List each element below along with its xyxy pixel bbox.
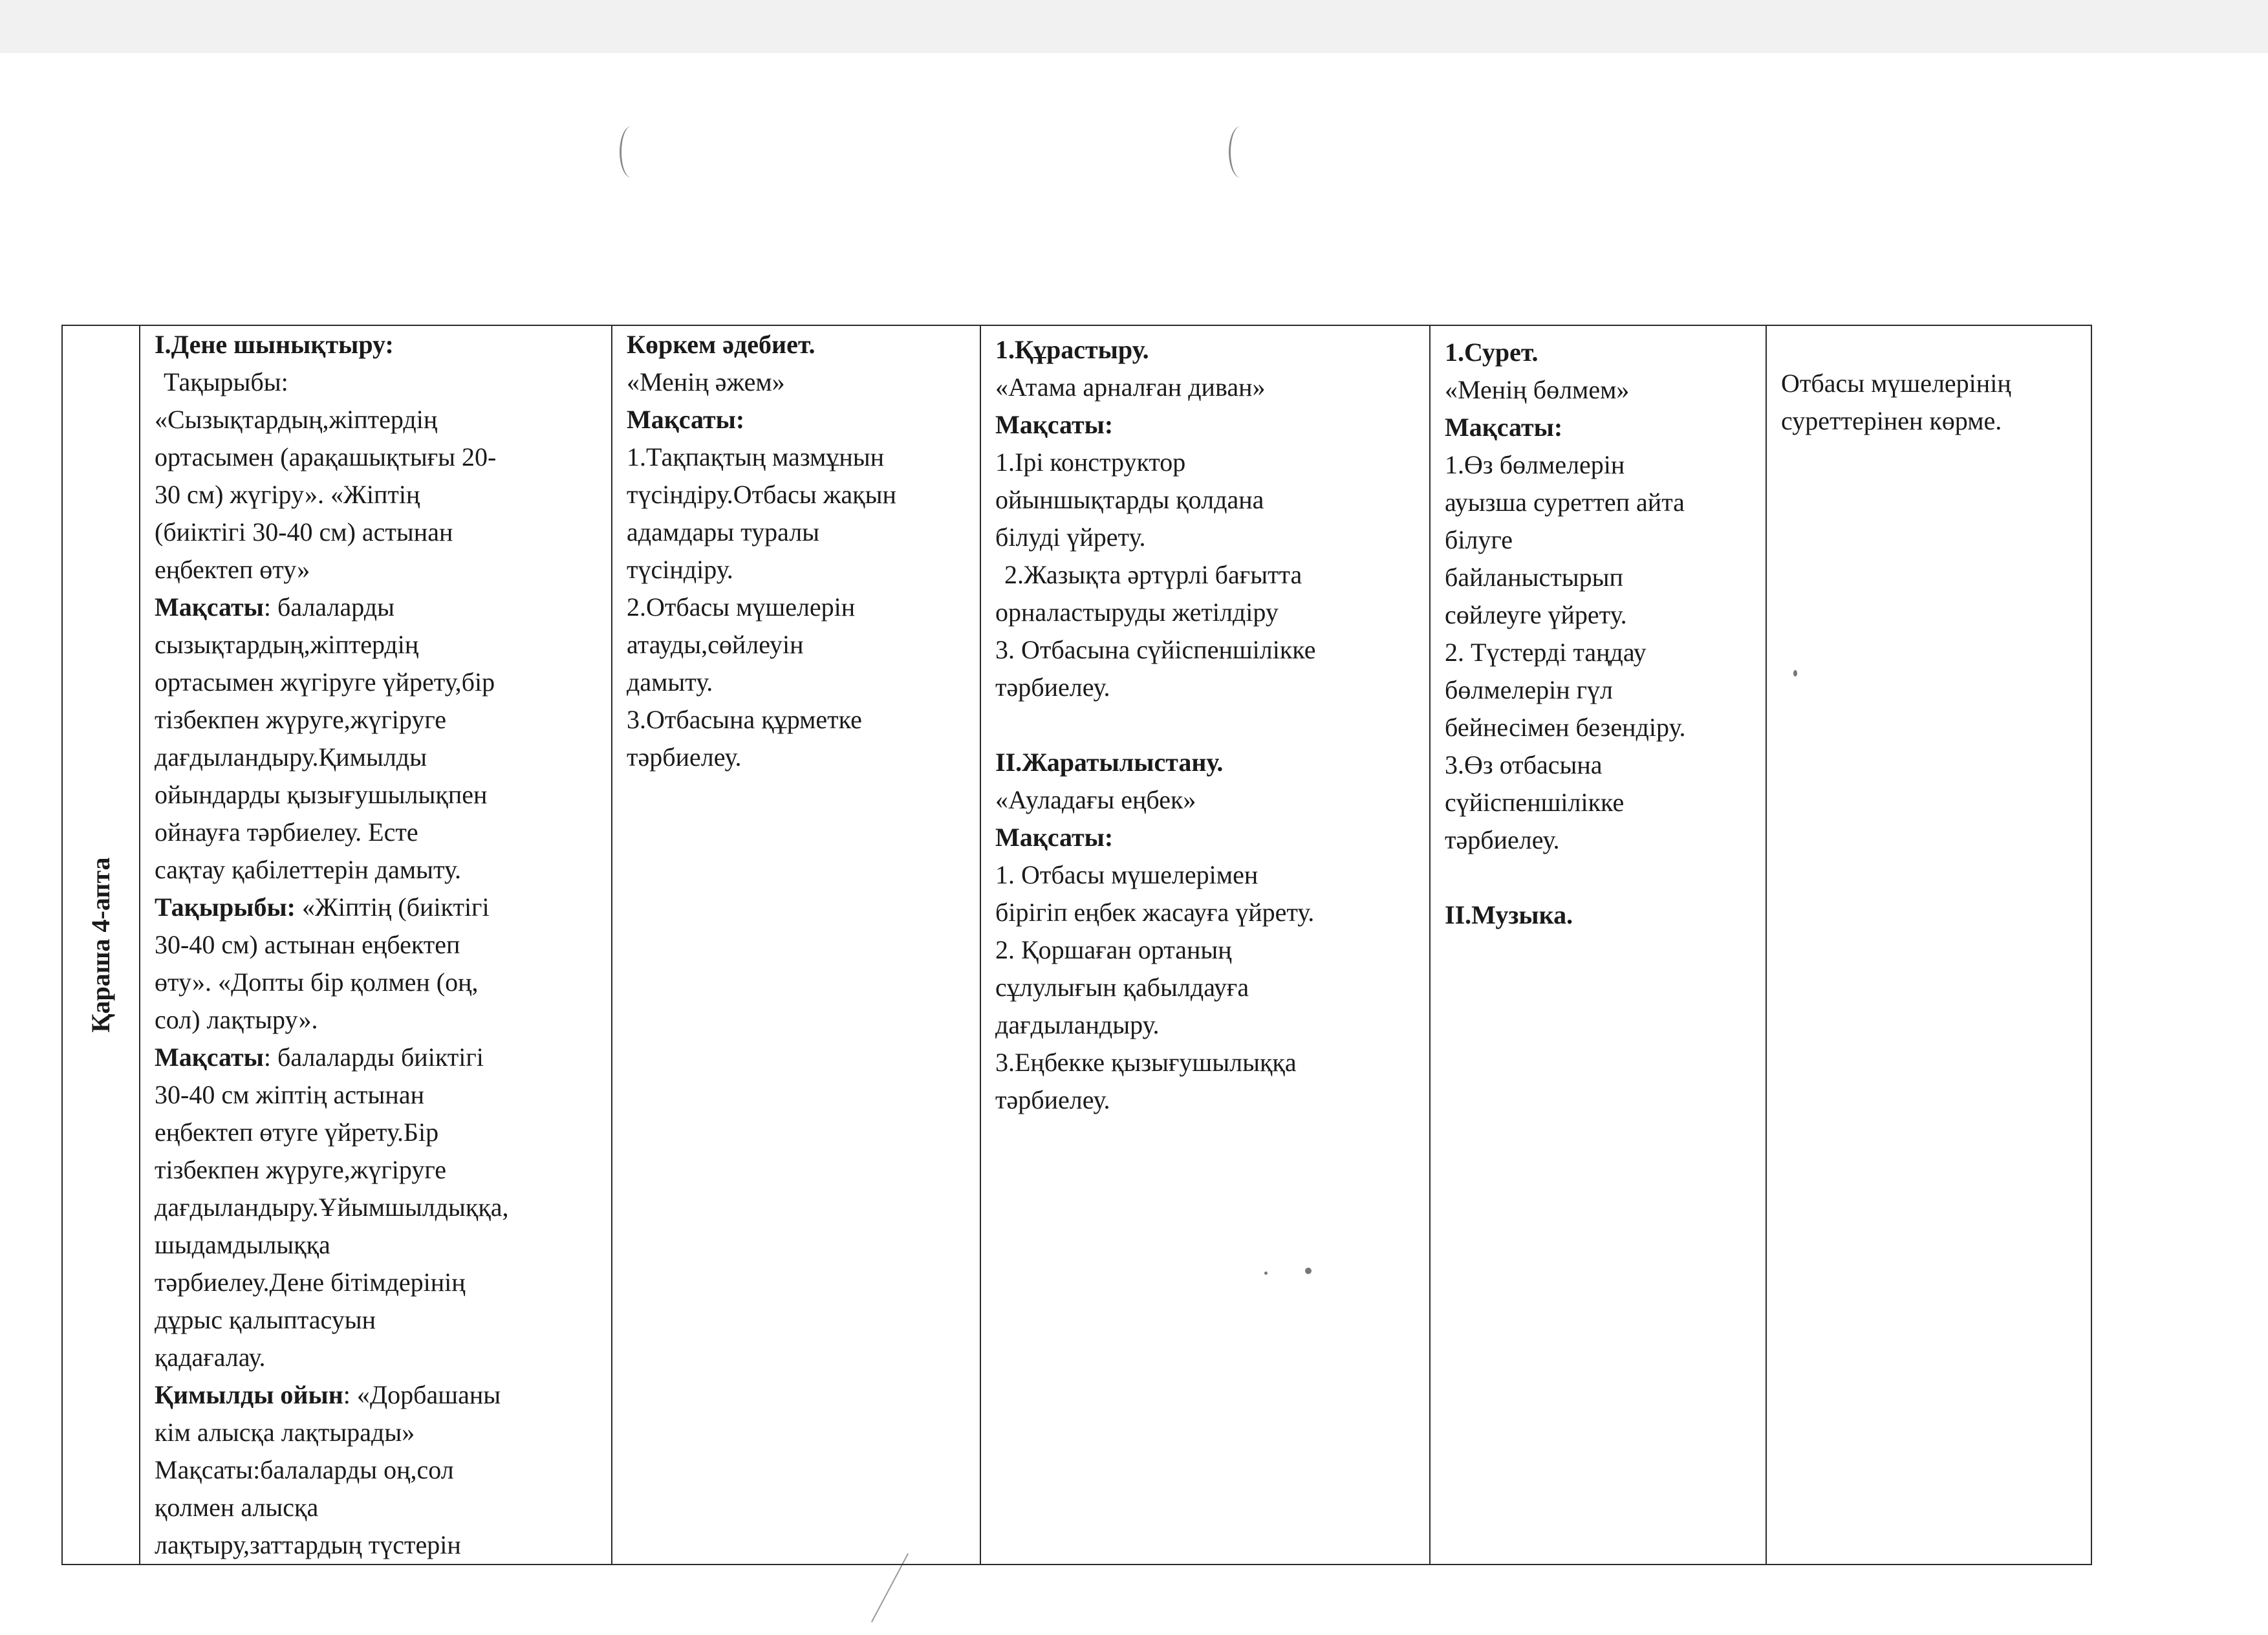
text-line [155,326,605,363]
line-text: 3.Өз отбасына [1445,750,1603,779]
bold-lead: Мақсаты [155,1043,264,1072]
text-line [155,1339,605,1376]
text-line [995,331,1423,369]
text-line [155,776,605,814]
text-line [995,1044,1423,1081]
text-line [1445,709,1759,746]
line-text: 2. Түстерді таңдау [1445,638,1647,667]
text-line [155,739,605,776]
line-text: Мақсаты: [995,823,1114,852]
text-line [155,664,605,701]
line-text: 2. Қоршаған ортаның [995,935,1232,964]
physical-education-cell [140,325,612,1565]
line-text: сызықтардың,жіптердің [155,630,419,659]
line-text: білуді үйрету. [995,523,1146,552]
text-line [995,744,1423,781]
line-text: тәрбиелеу. [995,1085,1110,1114]
line-text: Тақырыбы: [164,367,288,396]
text-line [1445,859,1759,896]
line-text: дағдыландыру. [995,1010,1160,1039]
line-text: бірігіп еңбек жасауға үйрету. [995,898,1315,927]
text-line [627,739,973,776]
line-text: «Менің әжем» [627,367,785,396]
text-line [995,894,1423,931]
line-text: қолмен алысқа [155,1493,319,1522]
line-text: (биіктігі 30-40 см) астынан [155,517,453,547]
text-line [995,631,1423,669]
text-line [627,551,973,589]
text-line [995,1006,1423,1044]
text-line [155,1151,605,1189]
line-text: суреттерінен көрме. [1781,406,2002,435]
text-line [155,626,605,664]
text-line [155,926,605,964]
line-text: дағдыландыру.Ұйымшылдыққа, [155,1193,509,1222]
text-line [995,969,1423,1006]
text-line [627,664,973,701]
line-text: 3. Отбасына сүйіспеншілікке [995,635,1316,664]
bold-lead: Мақсаты [155,592,264,622]
line-text: ортасымен (арақашықтығы 20- [155,442,497,471]
text-line [155,814,605,851]
line-text: Мақсаты: [995,410,1114,439]
line-text: адамдары туралы [627,517,820,547]
text-line [1445,896,1759,934]
text-line [627,326,973,363]
line-text: 1.Тақпақтың мазмұнын [627,442,885,471]
text-line [155,1376,605,1414]
line-text: : балаларды [263,592,394,622]
line-text: еңбектеп өту» [155,555,310,584]
text-line [627,701,973,739]
construction-nature-cell [980,325,1430,1565]
text-line [155,551,605,589]
text-line [995,519,1423,556]
text-line [1781,402,2084,440]
line-text: 30-40 см) астынан еңбектеп [155,930,460,959]
line-text: «Сызықтардың,жіптердің [155,405,438,434]
text-line [155,1189,605,1226]
text-line [1445,596,1759,634]
line-text: «Атама арналған диван» [995,373,1266,402]
line-text: дағдыландыру.Қимылды [155,742,427,772]
text-line [155,1526,605,1564]
line-text: қадағалау. [155,1343,266,1372]
drawing-music-cell [1430,325,1766,1565]
line-text: еңбектеп өтуге үйрету.Бір [155,1118,439,1147]
line-text: 2.Жазықта әртүрлі бағытта [1004,560,1302,589]
table-row [62,325,2091,1565]
text-line [627,589,973,626]
line-text: дамыту. [627,667,713,697]
text-line [1781,365,2084,402]
line-text: кім алысқа лақтырады» [155,1418,415,1447]
text-line [627,514,973,551]
text-line [1445,484,1759,521]
bold-lead: Тақырыбы: [155,893,296,922]
line-text: бөлмелерін гүл [1445,675,1613,704]
scan-top-band [0,0,2268,53]
line-text: сақтау қабілеттерін дамыту. [155,855,461,884]
text-line [1445,371,1759,409]
text-line [1445,746,1759,784]
line-text: түсіндіру.Отбасы жақын [627,480,896,509]
line-text: сүйіспеншілікке [1445,788,1625,817]
line-text: тәрбиелеу.Дене бітімдерінің [155,1268,466,1297]
line-text: түсіндіру. [627,555,733,584]
text-line [995,856,1423,894]
line-text: 1.Ірі конструктор [995,448,1186,477]
line-text: ойындарды қызығушылықпен [155,780,488,809]
text-line [155,1414,605,1451]
line-text: Көркем әдебиет. [627,330,815,359]
line-text: ойнауға тәрбиелеу. Есте [155,817,418,847]
line-text: сөйлеуге үйрету. [1445,600,1627,629]
text-line [1445,334,1759,371]
line-text: : балаларды биіктігі [263,1043,484,1072]
text-line [155,964,605,1001]
text-line [995,706,1423,744]
line-text: сол) лақтыру». [155,1005,318,1034]
literature-cell [612,325,980,1565]
line-text: 1.Өз бөлмелерін [1445,450,1625,479]
text-line [995,931,1423,969]
text-line [155,476,605,514]
exhibition-cell [1766,325,2091,1565]
line-text: тәрбиелеу. [1445,825,1560,854]
text-line [1445,559,1759,596]
line-text: Отбасы мүшелерінің [1781,369,2011,398]
text-line [155,1114,605,1151]
line-text: білуге [1445,525,1513,554]
line-text: орналастыруды жетілдіру [995,598,1279,627]
line-text: дұрыс қалыптасуын [155,1305,376,1334]
line-text: шыдамдылыққа [155,1230,330,1259]
text-line [1445,671,1759,709]
text-line [627,626,973,664]
text-line [995,406,1423,444]
line-text: І.Дене шынықтыру: [155,330,394,359]
text-line [1445,521,1759,559]
line-text: : «Дорбашаны [343,1380,501,1409]
text-line [995,819,1423,856]
text-line [155,1301,605,1339]
line-text: сұлулығын қабылдауға [995,973,1249,1002]
line-text: 3.Еңбекке қызығушылыққа [995,1048,1297,1077]
text-line [995,1081,1423,1119]
line-text: «Ауладағы еңбек» [995,785,1196,814]
line-text: 1.Сурет. [1445,338,1539,367]
text-line [1445,446,1759,484]
line-text: тізбекпен жүруге,жүгіруге [155,1155,446,1184]
line-text: «Менің бөлмем» [1445,375,1630,404]
text-line [627,476,973,514]
bold-lead: Қимылды ойын [155,1380,343,1409]
line-text: Мақсаты:балаларды оң,сол [155,1455,454,1484]
line-text: 30 см) жүгіру». «Жіптің [155,480,420,509]
line-text: бейнесімен безендіру. [1445,713,1686,742]
text-line [155,514,605,551]
text-line [155,1076,605,1114]
text-line [1445,409,1759,446]
text-line [995,594,1423,631]
text-line [155,701,605,739]
text-line [995,444,1423,481]
line-text: байланыстырып [1445,563,1623,592]
line-text: «Жіптің (биіктігі [296,893,490,922]
binder-hole-mark-right [1229,126,1253,178]
text-line [1445,784,1759,821]
text-line [155,401,605,439]
line-text: өту». «Допты бір қолмен (оң, [155,968,479,997]
text-line [627,401,973,439]
line-text: 30-40 см жіптің астынан [155,1080,424,1109]
text-line [995,669,1423,706]
line-text: тәрбиелеу. [995,673,1110,702]
text-line [155,1264,605,1301]
text-line [155,851,605,889]
line-text: 2.Отбасы мүшелерін [627,592,856,622]
line-text: Мақсаты: [627,405,745,434]
line-text: ойыншықтарды қолдана [995,485,1264,514]
text-line [155,1226,605,1264]
text-line [1445,634,1759,671]
week-label-cell [62,325,140,1565]
text-line [155,363,605,401]
line-text: лақтыру,заттардың түстерін [155,1530,461,1559]
text-line [155,439,605,476]
text-line [155,1039,605,1076]
binder-hole-mark-left [620,126,643,178]
line-text: тізбекпен жүруге,жүгіруге [155,705,446,734]
line-text: 1.Құрастыру. [995,335,1149,364]
text-line [155,889,605,926]
weekly-plan-table [61,325,2092,1565]
text-line [155,1489,605,1526]
text-line [627,363,973,401]
text-line [995,369,1423,406]
week-label: Қараша 4-апта [86,857,115,1033]
text-line [995,556,1423,594]
text-line [155,1451,605,1489]
line-text: 3.Отбасына құрметке [627,705,862,734]
text-line [155,589,605,626]
line-text: 1. Отбасы мүшелерімен [995,860,1258,889]
line-text: ортасымен жүгіруге үйрету,бір [155,667,495,697]
line-text: тәрбиелеу. [627,742,742,772]
line-text: Мақсаты: [1445,413,1563,442]
line-text: ІІ.Жаратылыстану. [995,748,1224,777]
text-line [155,1001,605,1039]
text-line [1445,821,1759,859]
text-line [995,481,1423,519]
text-line [627,439,973,476]
line-text: ауызша суреттеп айта [1445,488,1685,517]
line-text: атауды,сөйлеуін [627,630,804,659]
line-text: ІІ.Музыка. [1445,900,1573,929]
text-line [995,781,1423,819]
